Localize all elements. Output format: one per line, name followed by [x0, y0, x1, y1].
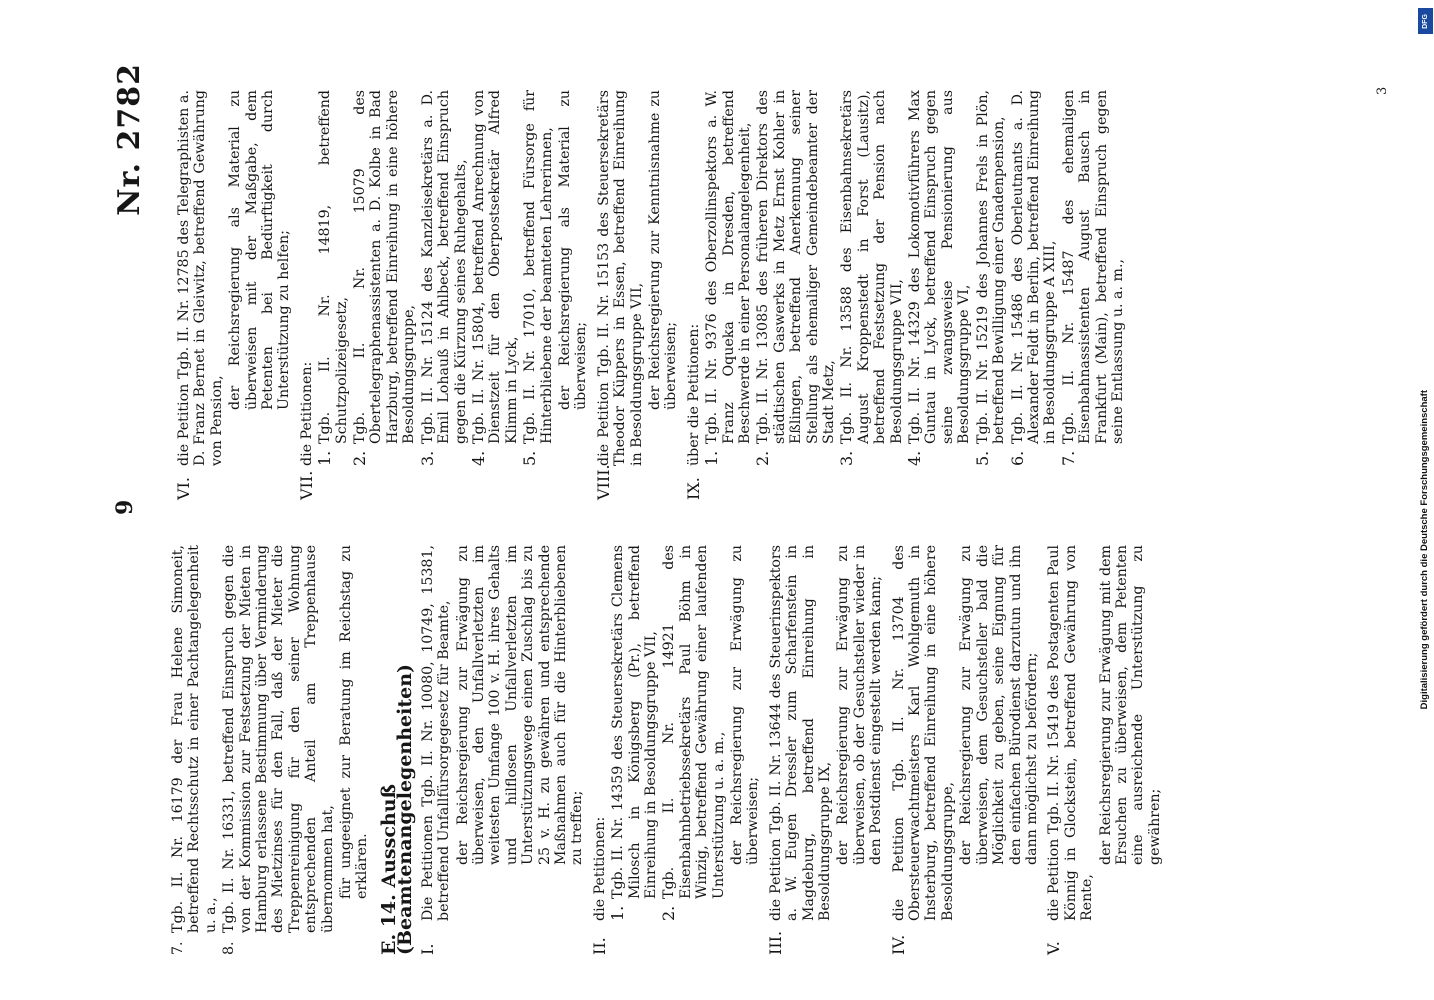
rotated-page	[50, 55, 1420, 955]
item-text: Tgb. II. Nr. 14329 des Lokomotivführers Max Guntau in Lyck, betreffend Einspruch gegen seine zwangsweise Pensionierung aus Besoldungsgruppe VI,	[907, 90, 973, 444]
petition-section	[176, 90, 293, 500]
dfg-logo-text: DFG	[1422, 13, 1429, 29]
decision-text: der Reichsregierung zur Erwägung zu überweisen, dem Gesuchsteller bald die Möglichkeit zu geben, seine Eignung für den einfachen Bürodienst darzutun und ihn dann möglichst zu befördern;	[958, 545, 1040, 865]
item-text: Tgb. II. Nr. 15804, betreffend Anrechnung von Dienstzeit für den Oberpostsekretär Alfred Klimm in Lyck,	[470, 90, 520, 444]
item-number: 2.	[753, 450, 773, 466]
left-column	[170, 545, 1165, 955]
roman-number: IX.	[683, 477, 703, 500]
item-text: Tgb. II. Nr. 16331, betreffend Einspruch gegen die von der Kommission zur Festsetzung der Mieten in Hamburg erlassene Bestimmung über Verminderung des Mietzinses für den Fall, daß der Mieter die Treppenreinigung für den seiner Wohnung entsprechenden Anteil am Treppenhause übernommen hat,	[221, 545, 336, 933]
item-number: 1.	[608, 905, 628, 921]
signature-mark: 3	[1375, 86, 1390, 95]
item-number: 1.	[702, 450, 722, 466]
item-text: Tgb. II. Nr. 9376 des Oberzollinspektors a. W. Franz Oqueka in Dresden, betreffend Beschwerde in einer Personalangelegenheit,	[704, 90, 753, 444]
decision-text: der Reichsregierung zur Erwägung mit dem Ersuchen zu überweisen, dem Petenten eine ausreichende Unterstützung zu gewähren;	[1097, 545, 1163, 865]
petition-text: die Petition Tgb. II. Nr. 13644 des Steuerinspektors a. W. Eugen Dressler zum Scharfenstein in Magdeburg, betreffend Einreihung in Besoldungsgruppe IX,	[767, 545, 834, 921]
item-text: Tgb. II. Nr. 14921 des Eisenbahnbetriebssekretärs Paul Böhm in Winzig, betreffend Gewährung einer laufenden Unterstützung u. a. m.,	[661, 545, 727, 899]
list-item	[417, 90, 469, 466]
petition-text: die Petition Tgb. II. Nr. 12785 des Telegraphisten a. D. Franz Bernet in Gleiwitz, betreffend Gewährung von Pension,	[176, 90, 225, 466]
item-text: Tgb. II. Nr. 13085 des früheren Direktors des städtischen Gaswerks in Metz Ernst Kohler in Eßlingen, betreffend Anerkennung seiner Stellung als ehemaliger Gemeindebeamter der Stadt Metz,	[755, 90, 838, 444]
item-number: 5.	[972, 450, 992, 466]
section-heading: E. 14. Ausschuß (Beamtenangelegenheiten)	[377, 663, 417, 955]
roman-number: III.	[765, 930, 785, 955]
document-number: Nr. 2782	[112, 63, 147, 216]
decision-text: der Reichsregierung als Material zu überweisen;	[556, 90, 590, 410]
petition-text: die Petitionen:	[298, 361, 315, 466]
decision-text: der Reichsregierung als Material zu überweisen mit der Maßgabe, dem Petenten bei Bedürftigkeit durch Unterstützung zu helfen;	[227, 90, 293, 410]
item-text: Tgb. II. Nr. 17010, betreffend Fürsorge für Hinterbliebene der beamteten Lehrerinnen,	[522, 90, 555, 444]
roman-number: IV.	[888, 934, 908, 955]
item-number: 1.	[315, 450, 335, 466]
list-item	[1007, 90, 1059, 466]
petition-section	[417, 545, 586, 955]
list-item	[661, 545, 727, 921]
list-item	[317, 90, 350, 466]
list-item	[1058, 90, 1127, 466]
list-item	[972, 90, 1008, 466]
list-item	[352, 90, 418, 466]
list-item	[221, 545, 336, 955]
petition-text: die Petition Tgb. II. Nr. 13704 des Obersteuerwachtmeisters Karl Wohlgemuth in Insterburg, betreffend Einreihung in eine höhere Besoldungsgruppe,	[890, 545, 956, 921]
item-text: Tgb. II. Nr. 16179 der Frau Helene Simoneit, betreffend Rechtsschutz in einer Pachtangelegenheit u. a.,	[170, 545, 219, 933]
item-text: Tgb. II. Nr. 15487 des ehemaligen Eisenbahnassistenten August Bausch in Frankfurt (Main), betreffend Einspruch gegen seine Entlassung u. a. m.,	[1060, 90, 1126, 444]
petition-section	[593, 90, 680, 500]
list-item	[755, 90, 837, 466]
right-column	[170, 90, 1128, 500]
petition-section	[765, 545, 885, 955]
roman-number: VII.	[296, 470, 316, 500]
list-item	[907, 90, 973, 466]
petition-text: die Petition Tgb. II. Nr. 15153 des Steuersekretärs Theodor Küppers in Essen, betreffend Einreihung in Besoldungsgruppe VII,	[595, 90, 645, 466]
item-text: Tgb. II. Nr. 15486 des Oberleutnants a. D. Alexander Feldt in Berlin, betreffend Einreihung in Besoldungsgruppe A XIII,	[1009, 90, 1059, 444]
petition-text: Die Petitionen Tgb. II. Nr. 10080, 10749, 15381, betreffend Unfallfürsorgegesetz für Beamte,	[419, 545, 453, 921]
dfg-logo	[1418, 8, 1433, 34]
petition-section	[589, 545, 762, 955]
petition-text: die Petition Tgb. II. Nr. 15419 des Postagenten Paul Könnig in Glockstein, betreffend Gewährung von Rente,	[1046, 545, 1096, 921]
list-item	[170, 545, 219, 955]
petition-text: die Petitionen:	[591, 816, 608, 921]
list-item	[839, 90, 905, 466]
item-number: 5.	[520, 450, 540, 466]
item-number: 7.	[170, 941, 186, 955]
petition-section	[888, 545, 1041, 955]
roman-number: II.	[589, 937, 609, 955]
petition-section	[683, 90, 1127, 500]
funding-note: Digitalisierung gefördert durch die Deutsche Forschungsgemeinschaft	[1419, 390, 1430, 710]
petition-section	[1046, 545, 1163, 955]
decision-text: der Reichsregierung zur Erwägung zu überweisen, ob der Gesuchsteller wieder in den Postdienst eingestellt werden kann;	[835, 545, 885, 865]
list-item	[704, 90, 753, 466]
roman-number: VIII.	[593, 464, 613, 500]
digitization-sidebar	[1418, 0, 1434, 1000]
item-number: 7.	[1058, 450, 1078, 466]
item-number: 4.	[905, 450, 925, 466]
decision-text: der Reichsregierung zur Erwägung zu überweisen, den Unfallverletzten im weitesten Umfange 100 v. H. ihres Gehalts und hilflosen Unfallverletzten im Unterstützungswege einen Zuschlag bis zu 25 v. H. zu gewähren und entsprechende Maßnahmen auch für die Hinterbliebenen zu treffen;	[454, 545, 586, 865]
roman-number: I.	[417, 943, 437, 955]
petition-text: über die Petitionen:	[685, 323, 702, 466]
item-text: Tgb. II. Nr. 15219 des Johannes Frels in Plön, betreffend Bewilligung einer Gnadenpension,	[974, 90, 1008, 444]
roman-number: VI.	[174, 477, 193, 500]
item-text: Tgb. II. Nr. 13588 des Eisenbahnsekretärs August Kroppenstedt in Forst (Lausitz), betreffend Festsetzung der Pension nach Besoldungsgruppe VII,	[839, 90, 905, 444]
decision-text: der Reichsregierung zur Erwägung zu überweisen;	[729, 545, 762, 865]
item-number: 6.	[1007, 450, 1027, 466]
page-number: 9	[112, 499, 138, 515]
list-item	[468, 90, 520, 466]
item-number: 3.	[417, 450, 437, 466]
item-number: 3.	[837, 450, 857, 466]
item-text: Tgb. II. Nr. 15079 des Obertelegraphenassistenten a. D. Kolbe in Bad Harzburg, betreffend Einreihung in eine höhere Besoldungsgruppe,	[352, 90, 418, 444]
list-item	[610, 545, 659, 921]
item-text: Tgb. II. Nr. 15124 des Kanzleisekretärs a. D. Emil Lohauß in Ahlbeck, betreffend Einspruch gegen die Kürzung seines Ruhegehalts,	[419, 90, 469, 444]
page-header	[112, 55, 152, 955]
item-number: 4.	[468, 450, 488, 466]
roman-number: V.	[1044, 941, 1064, 955]
decision-text: der Reichsregierung zur Kenntnisnahme zu überweisen;	[646, 90, 680, 410]
list-item	[522, 90, 555, 466]
item-number: 2.	[659, 905, 679, 921]
petition-section	[296, 90, 590, 500]
item-number: 8.	[221, 941, 238, 955]
item-number: 2.	[350, 450, 370, 466]
item-text: Tgb. II. Nr. 14359 des Steuersekretärs Clemens Milosch in Königsberg (Pr.), betreffend Einreihung in Besoldungsgruppe VII,	[610, 545, 659, 899]
decision-text: für ungeeignet zur Beratung im Reichstag zu erklären.	[338, 545, 371, 899]
item-text: Tgb. II. Nr. 14819, betreffend Schutzpolizeigesetz,	[317, 90, 350, 444]
